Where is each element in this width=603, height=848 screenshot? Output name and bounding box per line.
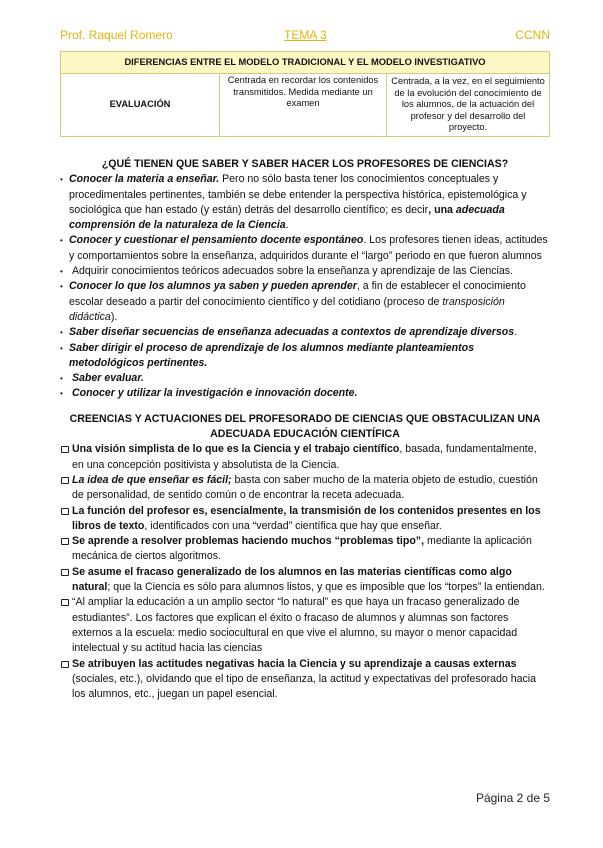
section1-title: ¿QUÉ TIENEN QUE SABER Y SABER HACER LOS PROFESORES DE CIENCIAS? [101,158,509,170]
cell-investigative: Centrada, a la vez, en el seguimiento de la evolución del conocimiento de los alumnos, de la actuación del profesor y del desarrollo del proyecto. [387,74,550,137]
list-item: • Saber evaluar. [60,371,550,386]
section2-list [60,442,550,702]
page-number: Página 2 de 5 [475,791,550,805]
table-title: DIFERENCIAS ENTRE EL MODELO TRADICIONAL Y EL MODELO INVESTIGATIVO [61,52,550,74]
comparison-table [60,51,550,137]
list-item: • Conocer lo que los alumnos ya saben y pueden aprender, a fin de establecer el conocimiento escolar deseado a partir del conocimiento científico y del cotidiano (proceso de transposición didáctica). [60,280,526,323]
bullet-icon: • [60,343,63,353]
list-item: Se asume el fracaso generalizado de los alumnos en las materias científicas como algo natural; que la Ciencia es sólo para alumnos listos, y que es imposible que los “torpes” la entiendan. [60,565,550,596]
list-item: La idea de que enseñar es fácil; basta con saber mucho de la materia objeto de estudio, cuestión de personalidad, de sentido común o de encontrar la receta adecuada. [60,473,550,504]
list-item: • Adquirir conocimientos teóricos adecuados sobre la enseñanza y aprendizaje de las Ciencias. [60,264,550,279]
section1-list [60,172,550,401]
author-name: Prof. Raquel Romero [60,28,173,42]
topic-link[interactable]: TEMA 3 [284,28,327,42]
list-item: Una visión simplista de lo que es la Ciencia y el trabajo científico, basada, fundamentalmente, en una concepción positivista y absolutista de la Ciencia. [60,442,550,473]
checkbox-icon [61,599,69,606]
bullet-icon: • [60,236,63,246]
list-item: • Saber dirigir el proceso de aprendizaje de los alumnos mediante planteamientos metodológicos pertinentes. [60,341,475,369]
main-content [60,157,550,702]
page-header [60,28,550,44]
bullet-icon: • [60,267,63,277]
list-item: Se aprende a resolver problemas haciendo muchos “problemas tipo”, mediante la aplicación mecánica de ciertos algoritmos. [60,534,550,565]
section2-title: CREENCIAS Y ACTUACIONES DEL PROFESORADO DE CIENCIAS QUE OBSTACULIZAN UNA ADECUADA EDUCACIÓN CIENTÍFICA [69,412,541,441]
bullet-icon: • [60,328,63,338]
checkbox-icon [61,446,69,453]
list-item: • Conocer la materia a enseñar. Pero no sólo basta tener los conocimientos conceptuales y procedimentales pertinentes, también se debe entender la perspectiva histórica, epistemológica y sociológica que han estado (y están) detrás del desarrollo científico; es decir, una adecuada comprensión de la naturaleza de la Ciencia. [60,173,527,232]
list-item: • Conocer y cuestionar el pensamiento docente espontáneo. Los profesores tienen ideas, actitudes y comportamientos sobre la enseñanza, adquiridos durante el “largo” periodo en que fueron alumnos [60,234,548,262]
bullet-icon: • [60,175,63,185]
row-label-evaluacion: EVALUACIÓN [61,74,220,137]
checkbox-icon [61,477,69,484]
list-item: “Al ampliar la educación a un amplio sector “lo natural” es que haya un fracaso generalizado de estudiantes”. Los factores que explican el éxito o fracaso de alumnos y alumnas son factores externos a la escuela: medio sociocultural en que vive el alumno, su mayor o menor capacidad intelectual y su actitud hacia las ciencias [60,595,550,656]
checkbox-icon [61,661,69,668]
list-item: • Saber diseñar secuencias de enseñanza adecuadas a contextos de aprendizaje diversos. [60,325,550,340]
checkbox-icon [61,538,69,545]
list-item: Se atribuyen las actitudes negativas hacia la Ciencia y su aprendizaje a causas externas (sociales, etc.), olvidando que el tipo de enseñanza, la actitud y expectativas del profesorado hacia los alumnos, etc., juegan un papel esencial. [60,657,550,703]
checkbox-icon [61,508,69,515]
cell-traditional: Centrada en recordar los contenidos transmitidos. Medida mediante un examen [220,74,387,137]
bullet-icon: • [60,282,63,292]
bullet-icon: • [60,374,63,384]
bullet-icon: • [60,389,63,399]
subject-label: CCNN [515,28,550,42]
checkbox-icon [61,569,69,576]
list-item: • Conocer y utilizar la investigación e innovación docente. [60,386,550,401]
list-item: La función del profesor es, esencialmente, la transmisión de los contenidos presentes en los libros de texto, identificados con una “verdad” científica que hay que enseñar. [60,504,550,535]
